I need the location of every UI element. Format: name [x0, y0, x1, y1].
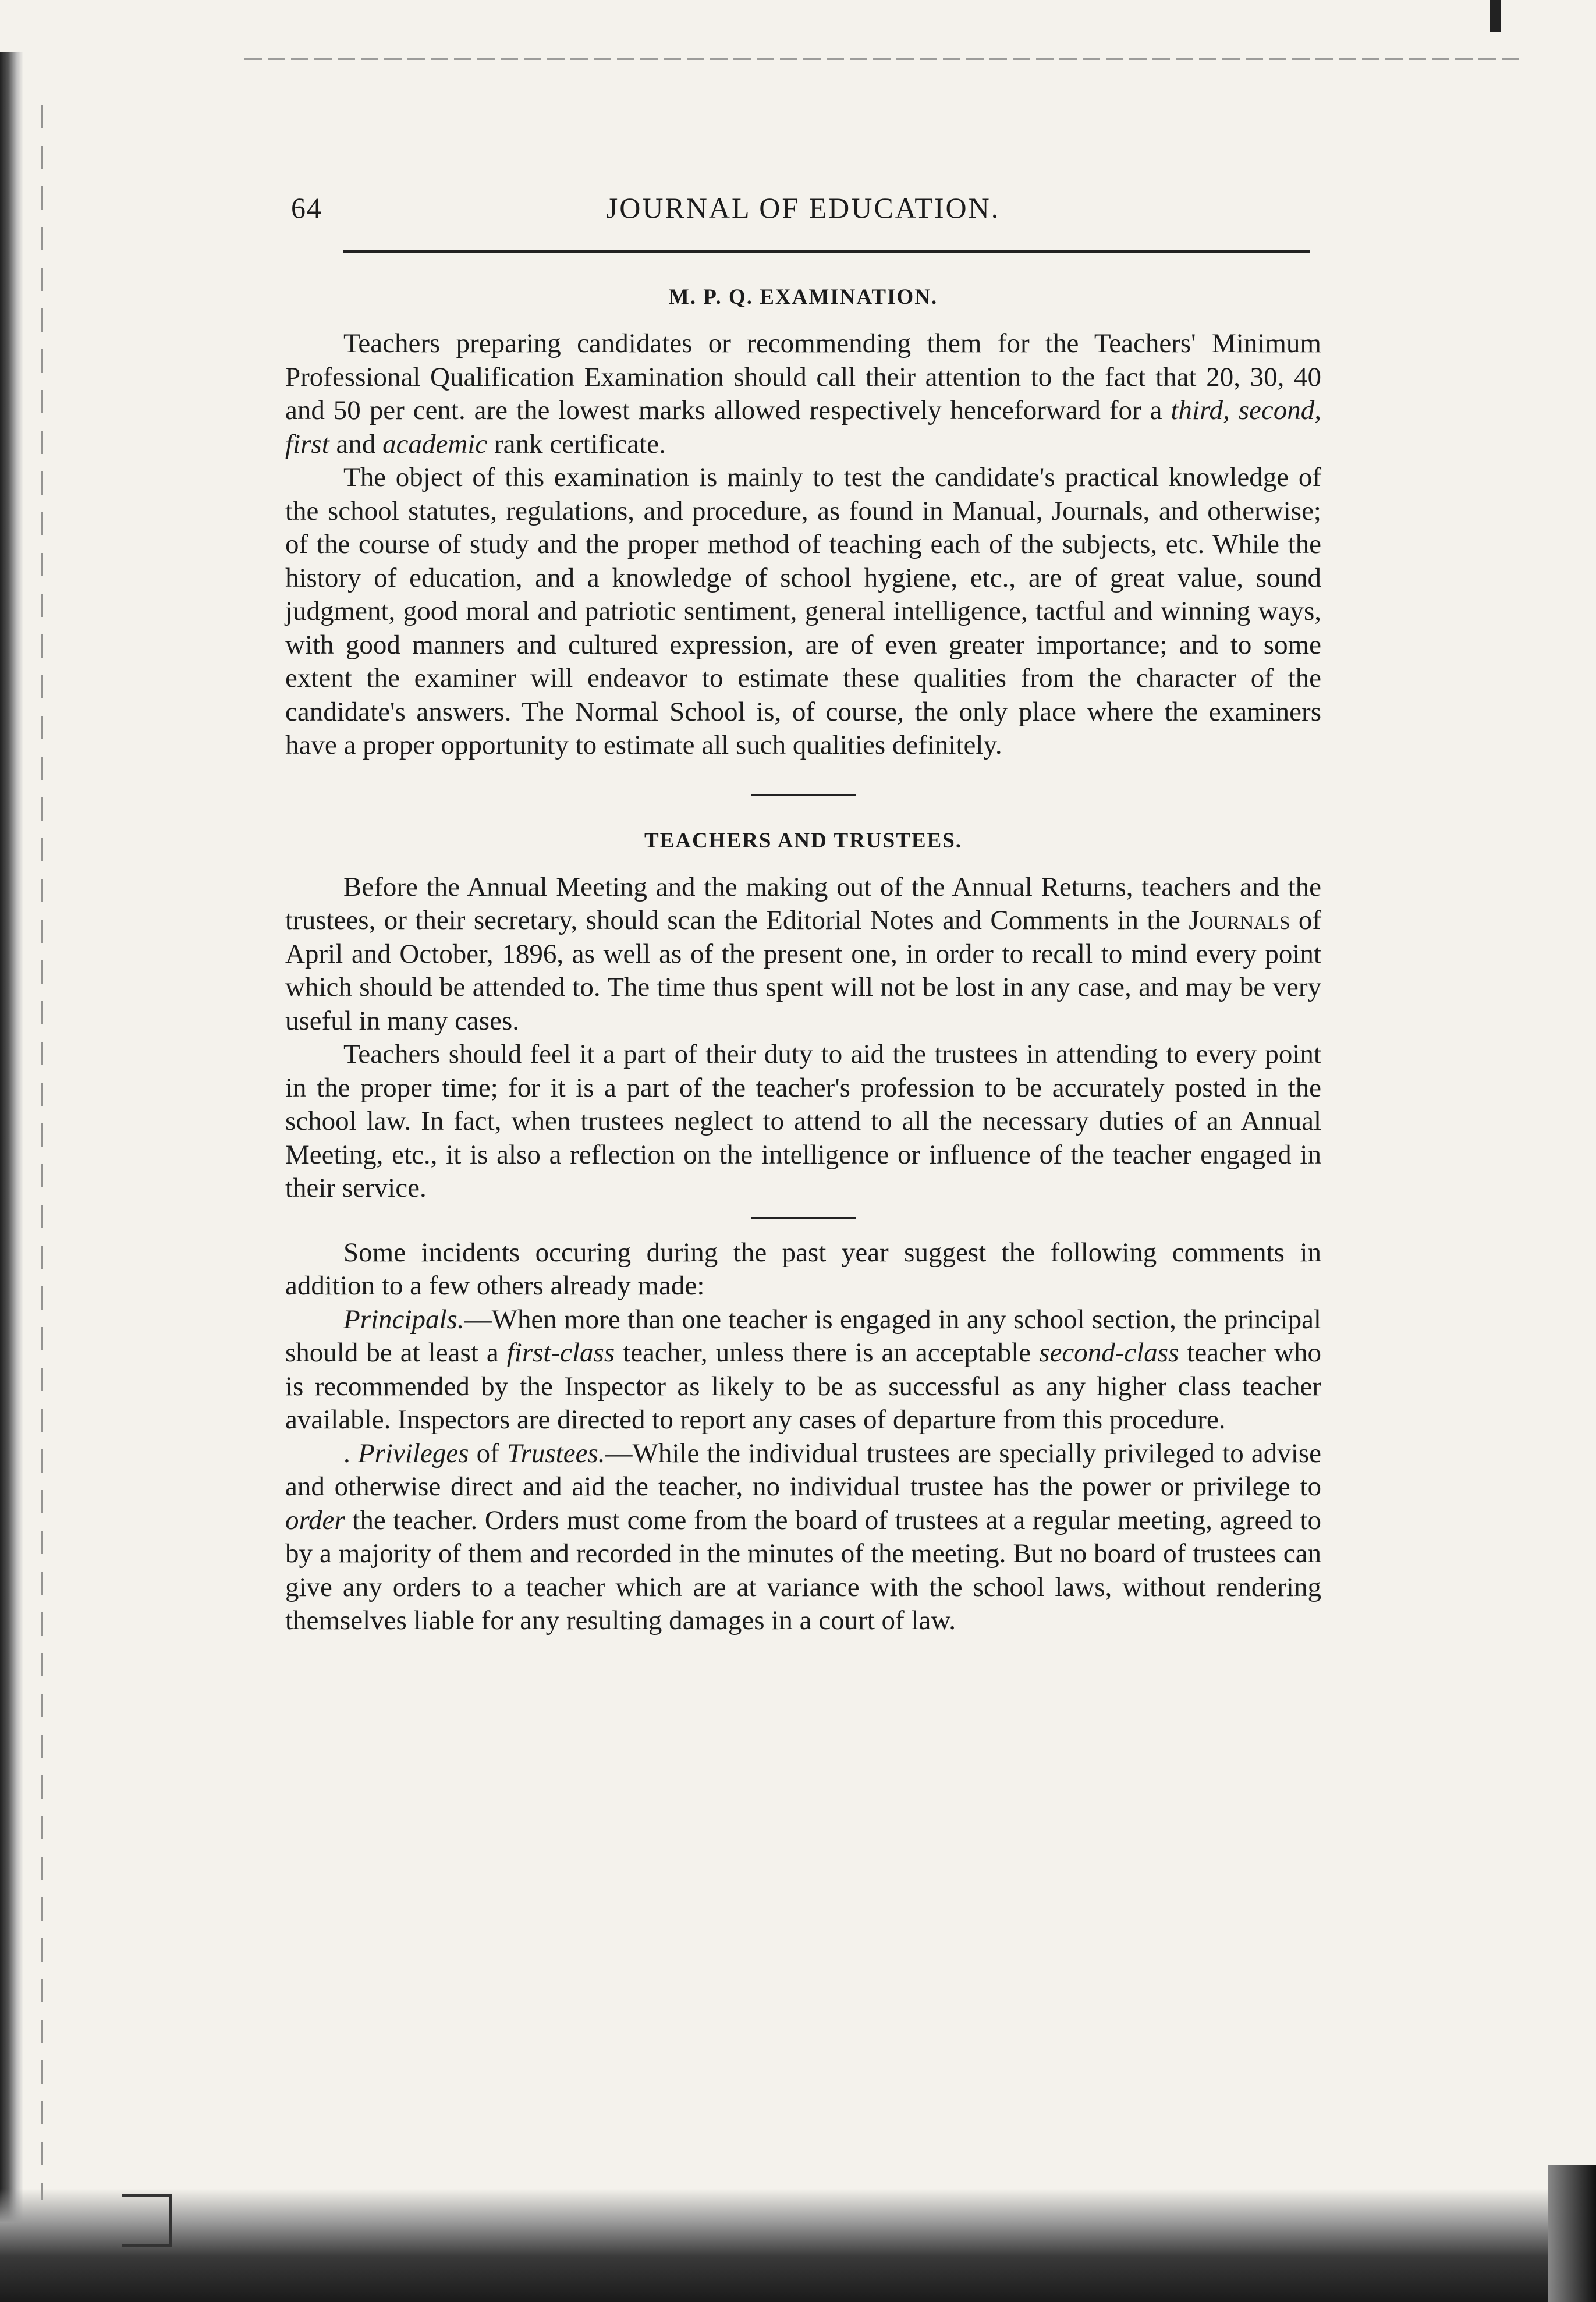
scan-corner-right [1548, 2165, 1596, 2302]
section-body-teachers-trustees [285, 871, 1321, 1638]
italic-text: second-class [1039, 1338, 1179, 1368]
paragraph [285, 327, 1321, 461]
text-run: the teacher. Orders must come from the board of trustees at a regular meeting, agreed to by a majority of them and recorded in the minutes of the meeting. But no board of trustees can give any orders to a teacher which are at variance with the school laws, without rendering themselves liable for any resulting damages in a court of law. [285, 1505, 1321, 1636]
italic-text: third, second, first [285, 395, 1321, 459]
text-run: rank certificate. [487, 428, 666, 459]
journal-page [285, 175, 1321, 1638]
text-run: Teachers preparing candidates or recommending them for the Teachers' Minimum Professional Qualification Examination should call their attention to the fact that 20, 30, 40 and 50 per cent. are the lowest marks allowed respectively henceforward for a [285, 328, 1321, 425]
text-run: and [329, 428, 383, 459]
scan-bottom-edge [0, 2189, 1596, 2302]
italic-lead: Trustees. [507, 1438, 605, 1469]
text-run: teacher, unless there is an acceptable [615, 1338, 1040, 1368]
text-run: of April and October, 1896, as well as of the present one, in order to recall to mind every point which should be attended to. The time thus spent will not be lost in any case, and may be very useful in many cases. [285, 905, 1321, 1036]
italic-lead: Privileges [357, 1438, 469, 1469]
section-title-mpq: M. P. Q. EXAMINATION. [668, 285, 938, 309]
italic-text: first-class [506, 1338, 615, 1368]
small-caps-text: Journals [1189, 905, 1290, 935]
section-body-mpq [285, 327, 1321, 762]
text-run: —While the individual trustees are specially privileged to advise and otherwise direct and aid the teacher, no individual trustee has the power or privilege to [285, 1438, 1321, 1502]
paragraph: The object of this examination is mainly to test the candidate's practical knowledge of the school statutes, regulations, and procedure, as found in Manual, Journals, and otherwise; of the course of study and the proper method of teaching each of the subjects, etc. While the history of education, and a knowledge of school hygiene, etc., are of great value, sound judgment, good moral and patriotic sentiment, general intelligence, tactful and winning ways, with good manners and cultured expression, are of even greater importance; and to some extent the examiner will endeavor to estimate these qualities from the character of the candidate's answers. The Normal School is, of course, the only place where the examiners have a proper opportunity to estimate all such qualities definitely. [285, 462, 1321, 760]
paragraph [285, 1303, 1321, 1437]
text-run: . [343, 1438, 358, 1469]
paragraph: Some incidents occuring during the past year suggest the following comments in addition to a few others already made: [285, 1237, 1321, 1301]
paragraph-divider [751, 1217, 856, 1219]
paragraph [285, 871, 1321, 1038]
italic-lead: Principals. [343, 1304, 464, 1335]
scan-top-line [244, 58, 1519, 60]
italic-text: order [285, 1505, 345, 1535]
section-title-teachers-trustees: TEACHERS AND TRUSTEES. [644, 828, 963, 853]
text-run: —When more than one teacher is engaged in any school section, the principal should be at least a [285, 1304, 1321, 1368]
scan-bottom-bracket [122, 2194, 172, 2247]
scan-mark-top [1490, 0, 1501, 32]
page-number: 64 [291, 191, 322, 224]
header-rule [343, 250, 1310, 253]
scan-edge-left [0, 52, 23, 2302]
italic-text: academic [382, 428, 488, 459]
paragraph: Teachers should feel it a part of their duty to aid the trustees in attending to every point in the proper time; for it is a part of the teacher's profession to be accurately posted in the school law. In fact, when trustees neglect to attend to all the necessary duties of an Annual Meeting, etc., it is also a reflection on the intelligence or influence of the teacher engaged in their service. [285, 1039, 1321, 1203]
paragraph [285, 1437, 1321, 1638]
section-divider [751, 794, 856, 796]
journal-title: JOURNAL OF EDUCATION. [606, 191, 1001, 224]
text-run: teacher who is recommended by the Inspector as likely to be as successful as any higher class teacher available. Inspectors are directed to report any cases of departure from this procedure. [285, 1338, 1321, 1435]
running-head [285, 175, 1321, 224]
text-run: Before the Annual Meeting and the making out of the Annual Returns, teachers and the trustees, or their secretary, should scan the Editorial Notes and Comments in the [285, 871, 1321, 935]
text-run: of [469, 1438, 508, 1469]
scan-edge-mark [41, 105, 43, 2200]
